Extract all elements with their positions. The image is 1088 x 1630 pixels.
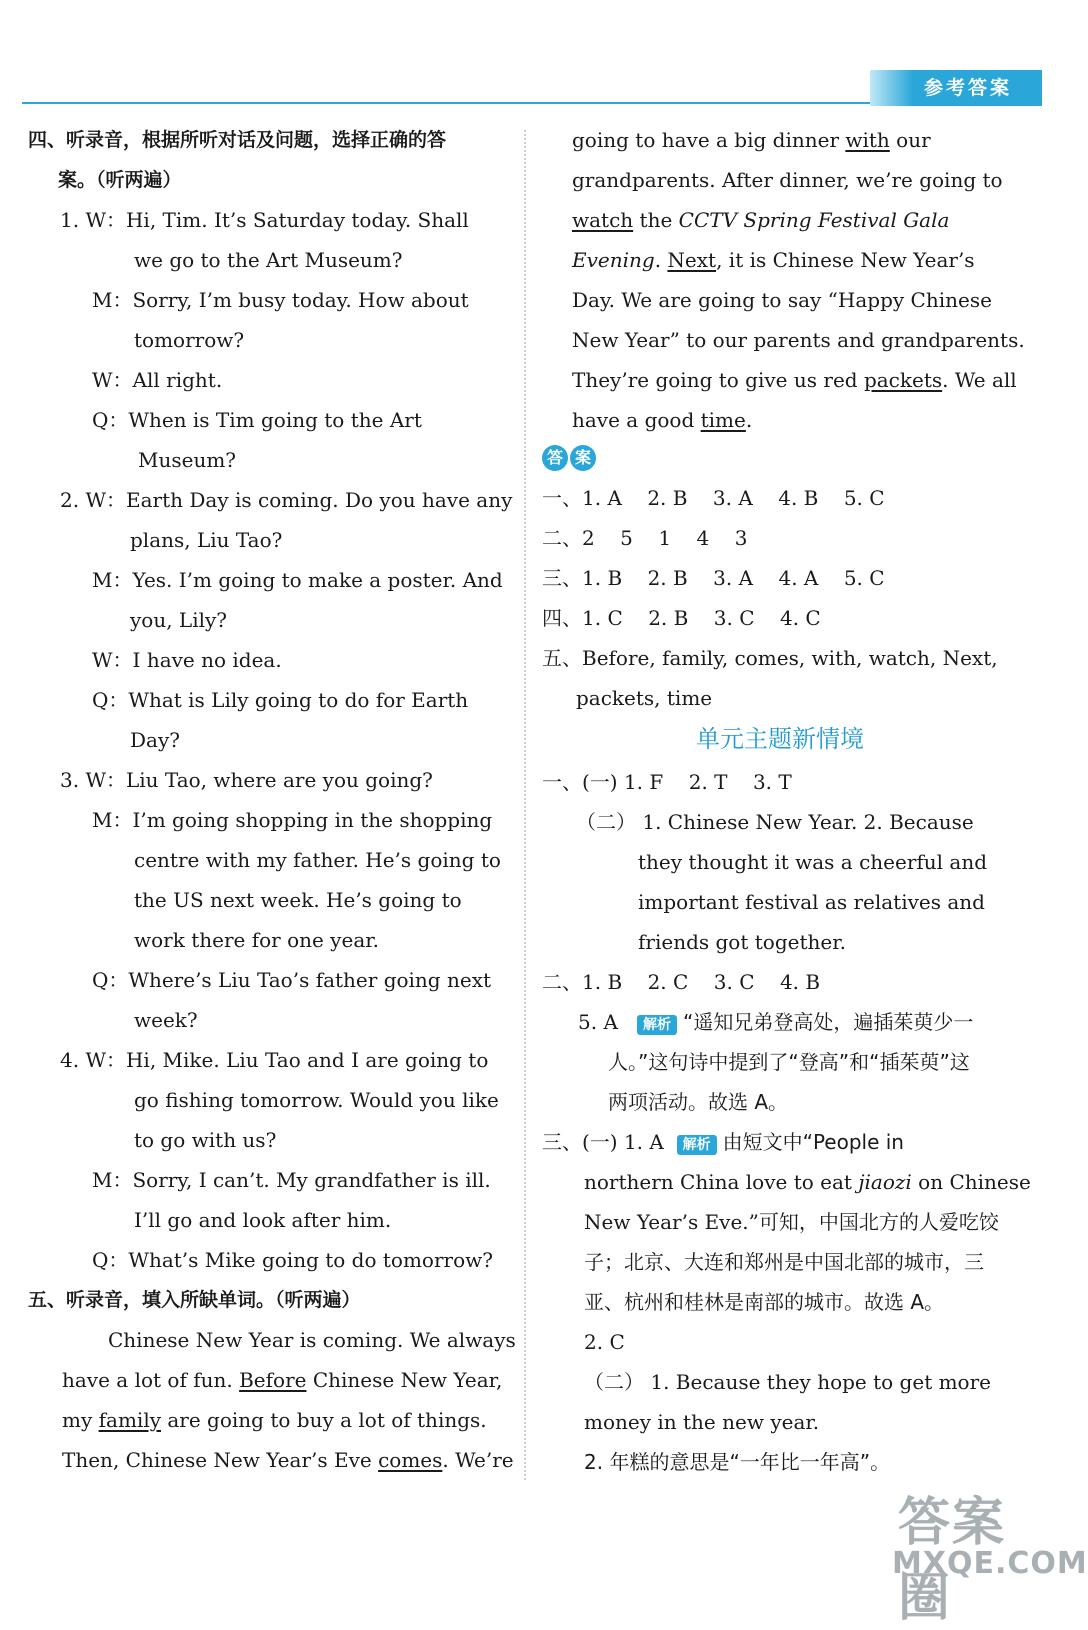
dialog-2-line: M：Yes. I’m going to make a poster. And: [92, 568, 503, 592]
dialog-3-line: centre with my father. He’s going to: [134, 848, 501, 872]
dialog-2-line: Q：What is Lily going to do for Earth: [92, 688, 469, 712]
section-4-title-cont: 案。（听两遍）: [58, 169, 182, 191]
dialog-3-line: work there for one year.: [134, 928, 379, 952]
passage-line: have a lot of fun. Before Chinese New Year,: [62, 1368, 503, 1392]
dialog-1-line: M：Sorry, I’m busy today. How about: [92, 288, 469, 312]
dialog-1-line: 1. W：Hi, Tim. It’s Saturday today. Shall: [60, 208, 469, 232]
dialog-3-line: Q：Where’s Liu Tao’s father going next: [92, 968, 492, 992]
blank-answer: Before: [239, 1368, 307, 1392]
blank-answer: Next: [667, 248, 717, 272]
unit-answer-line: 子；北京、大连和郑州是中国北部的城市，三: [584, 1250, 984, 1274]
passage-line: watch the CCTV Spring Festival Gala: [572, 208, 950, 232]
dialog-1-line: W：All right.: [92, 368, 223, 392]
dialog-3-line: week?: [134, 1008, 198, 1032]
unit-answer-line: friends got together.: [638, 930, 846, 954]
unit-answer-line: 亚、杭州和桂林是南部的城市。故选 A。: [584, 1290, 945, 1314]
section-4-title: 四、听录音，根据所听对话及问题，选择正确的答: [28, 129, 447, 151]
dialog-3-line: 3. W：Liu Tao, where are you going?: [60, 768, 433, 792]
passage-line: going to have a big dinner with our: [572, 128, 931, 152]
answer-row-5-cont: packets, time: [576, 686, 713, 710]
dialog-3-line: M：I’m going shopping in the shopping: [92, 808, 493, 832]
unit-answer-row: 一、(一) 1. F 2. T 3. T: [542, 770, 792, 794]
unit-answer-line: New Year’s Eve.”可知，中国北方的人爱吃饺: [584, 1210, 999, 1234]
dialog-2-line: W：I have no idea.: [92, 648, 282, 672]
dialog-4-line: I’ll go and look after him.: [134, 1208, 392, 1232]
blank-answer: time: [700, 408, 746, 432]
dialog-4-line: to go with us?: [134, 1128, 277, 1152]
dialog-1-line: tomorrow?: [134, 328, 245, 352]
unit-answer-line: （二） 1. Chinese New Year. 2. Because: [576, 810, 974, 834]
section-5-title: 五、听录音，填入所缺单词。（听两遍）: [28, 1289, 361, 1311]
analysis-tag: 解析: [677, 1135, 717, 1155]
unit-answer-line: （二） 1. Because they hope to get more: [584, 1370, 991, 1394]
dialog-4-line: M：Sorry, I can’t. My grandfather is ill.: [92, 1168, 491, 1192]
analysis-tag: 解析: [637, 1015, 677, 1035]
passage-line: Chinese New Year is coming. We always: [108, 1328, 516, 1352]
answer-row-2: 二、2 5 1 4 3: [542, 526, 748, 550]
dialog-4-line: Q：What’s Mike going to do tomorrow?: [92, 1248, 493, 1272]
passage-line: They’re going to give us red packets. We all: [572, 368, 1017, 392]
dialog-4-line: go fishing tomorrow. Would you like: [134, 1088, 499, 1112]
answer-row-4: 四、1. C 2. B 3. C 4. C: [542, 606, 821, 630]
dialog-2-line: 2. W：Earth Day is coming. Do you have any: [60, 488, 513, 512]
passage-line: have a good time.: [572, 408, 753, 432]
passage-line: my family are going to buy a lot of things.: [62, 1408, 487, 1432]
dialog-1-line: Museum?: [138, 448, 237, 472]
unit-theme-heading: 单元主题新情境: [696, 725, 864, 753]
blank-answer: packets: [863, 368, 943, 392]
dialog-4-line: 4. W：Hi, Mike. Liu Tao and I are going to: [60, 1048, 489, 1072]
passage-line: Then, Chinese New Year’s Eve comes. We’re: [62, 1448, 514, 1472]
unit-answer-line: 5. A 解析 “遥知兄弟登高处，遍插茱萸少一: [578, 1010, 974, 1034]
answer-row-5: 五、Before, family, comes, with, watch, Next,: [542, 646, 998, 670]
column-divider: [524, 130, 526, 1480]
header-rule: [22, 102, 872, 104]
answer-badge: 答 案: [542, 445, 596, 471]
passage-line: Evening. Next, it is Chinese New Year’s: [572, 248, 975, 272]
unit-answer-line: important festival as relatives and: [638, 890, 985, 914]
dialog-2-line: you, Lily?: [130, 608, 228, 632]
unit-answer-line: 2. C: [584, 1330, 625, 1354]
passage-line: Day. We are going to say “Happy Chinese: [572, 288, 992, 312]
unit-answer-line: 三、(一) 1. A 解析 由短文中“People in: [542, 1130, 904, 1154]
unit-answer-row: 二、1. B 2. C 3. C 4. B: [542, 970, 821, 994]
dialog-1-line: Q：When is Tim going to the Art: [92, 408, 422, 432]
unit-answer-line: 2. 年糕的意思是“一年比一年高”。: [584, 1450, 891, 1474]
blank-answer: family: [98, 1408, 162, 1432]
answer-row-3: 三、1. B 2. B 3. A 4. A 5. C: [542, 566, 885, 590]
answer-row-1: 一、1. A 2. B 3. A 4. B 5. C: [542, 486, 885, 510]
dialog-1-line: we go to the Art Museum?: [134, 248, 403, 272]
unit-answer-line: 两项活动。故选 A。: [608, 1090, 789, 1114]
unit-answer-line: northern China love to eat jiaozi on Chinese: [584, 1170, 1031, 1194]
dialog-2-line: Day?: [130, 728, 180, 752]
unit-answer-line: 人。”这句诗中提到了“登高”和“插茱萸”这: [608, 1050, 970, 1074]
header-tab: 参考答案: [870, 70, 1042, 106]
dialog-2-line: plans, Liu Tao?: [130, 528, 283, 552]
unit-answer-line: they thought it was a cheerful and: [638, 850, 988, 874]
site-watermark: 答案圈 MXQE.COM: [892, 1493, 1088, 1628]
passage-line: grandparents. After dinner, we’re going to: [572, 168, 1003, 192]
blank-answer: with: [845, 128, 890, 152]
passage-line: New Year” to our parents and grandparents.: [572, 328, 1025, 352]
blank-answer: watch: [572, 208, 634, 232]
blank-answer: comes: [378, 1448, 443, 1472]
dialog-3-line: the US next week. He’s going to: [134, 888, 462, 912]
unit-answer-line: money in the new year.: [584, 1410, 820, 1434]
